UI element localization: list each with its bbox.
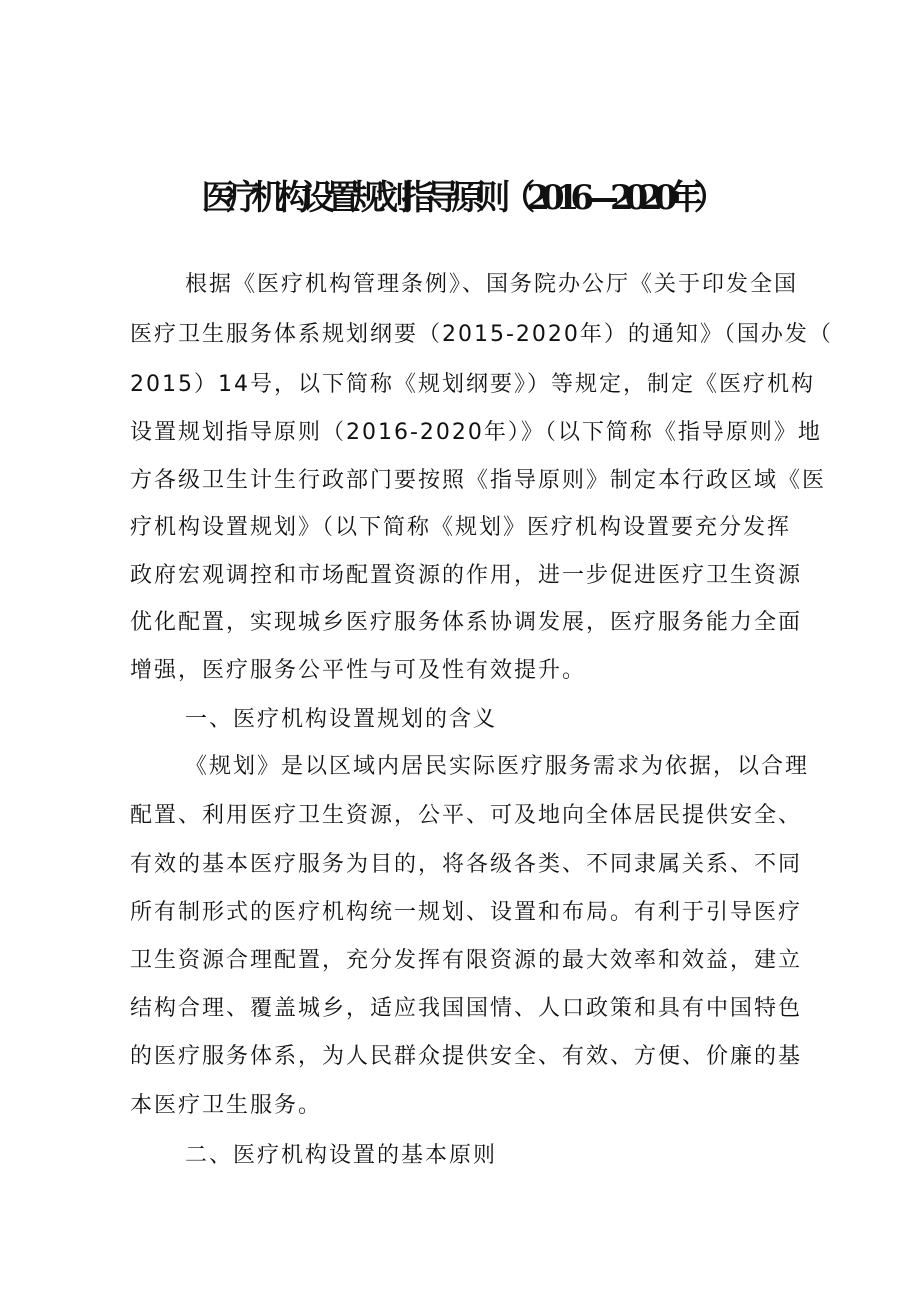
intro-line-2: 医疗卫生服务体系规划纲要（2015-2020年）的通知》（国办发（ — [130, 322, 833, 347]
section-1-line-2: 配置、利用医疗卫生资源，公平、可及地向全体居民提供安全、 — [130, 803, 803, 828]
section-1-line-3: 有效的基本医疗服务为目的，将各级各类、不同隶属关系、不同 — [130, 852, 803, 877]
section-1-line-4: 所有制形式的医疗机构统一规划、设置和布局。有利于引导医疗 — [130, 900, 803, 925]
section-1-line-7: 的医疗服务体系，为人民群众提供安全、有效、方便、价廉的基 — [130, 1044, 803, 1069]
intro-line-8: 优化配置，实现城乡医疗服务体系协调发展，医疗服务能力全面 — [130, 610, 803, 635]
section-1-line-6: 结构合理、覆盖城乡，适应我国国情、人口政策和具有中国特色 — [130, 996, 803, 1021]
section-1-line-8: 本医疗卫生服务。 — [130, 1093, 323, 1118]
document-title: 医疗机构设置规划指导原则（2016—2020年） — [201, 178, 719, 218]
section-1-line-5: 卫生资源合理配置，充分发挥有限资源的最大效率和效益，建立 — [130, 948, 803, 973]
intro-line-4: 设置规划指导原则（2016-2020年）》（以下简称《指导原则》地 — [130, 420, 822, 445]
intro-line-6: 疗机构设置规划》（以下简称《规划》医疗机构设置要充分发挥 — [130, 515, 792, 540]
intro-line-5: 方各级卫生计生行政部门要按照《指导原则》制定本行政区域《医 — [130, 468, 827, 493]
intro-line-9: 增强，医疗服务公平性与可及性有效提升。 — [130, 658, 587, 683]
intro-line-3: 2015）14号，以下简称《规划纲要》）等规定，制定《医疗机构 — [130, 372, 815, 397]
intro-line-1: 根据《医疗机构管理条例》、国务院办公厅《关于印发全国 — [185, 272, 799, 297]
section-1-line-1: 《规划》是以区域内居民实际医疗服务需求为依据，以合理 — [185, 754, 810, 779]
section-2-heading: 二、医疗机构设置的基本原则 — [185, 1143, 498, 1168]
intro-line-7: 政府宏观调控和市场配置资源的作用，进一步促进医疗卫生资源 — [130, 563, 803, 588]
section-1-heading: 一、医疗机构设置规划的含义 — [185, 707, 498, 732]
